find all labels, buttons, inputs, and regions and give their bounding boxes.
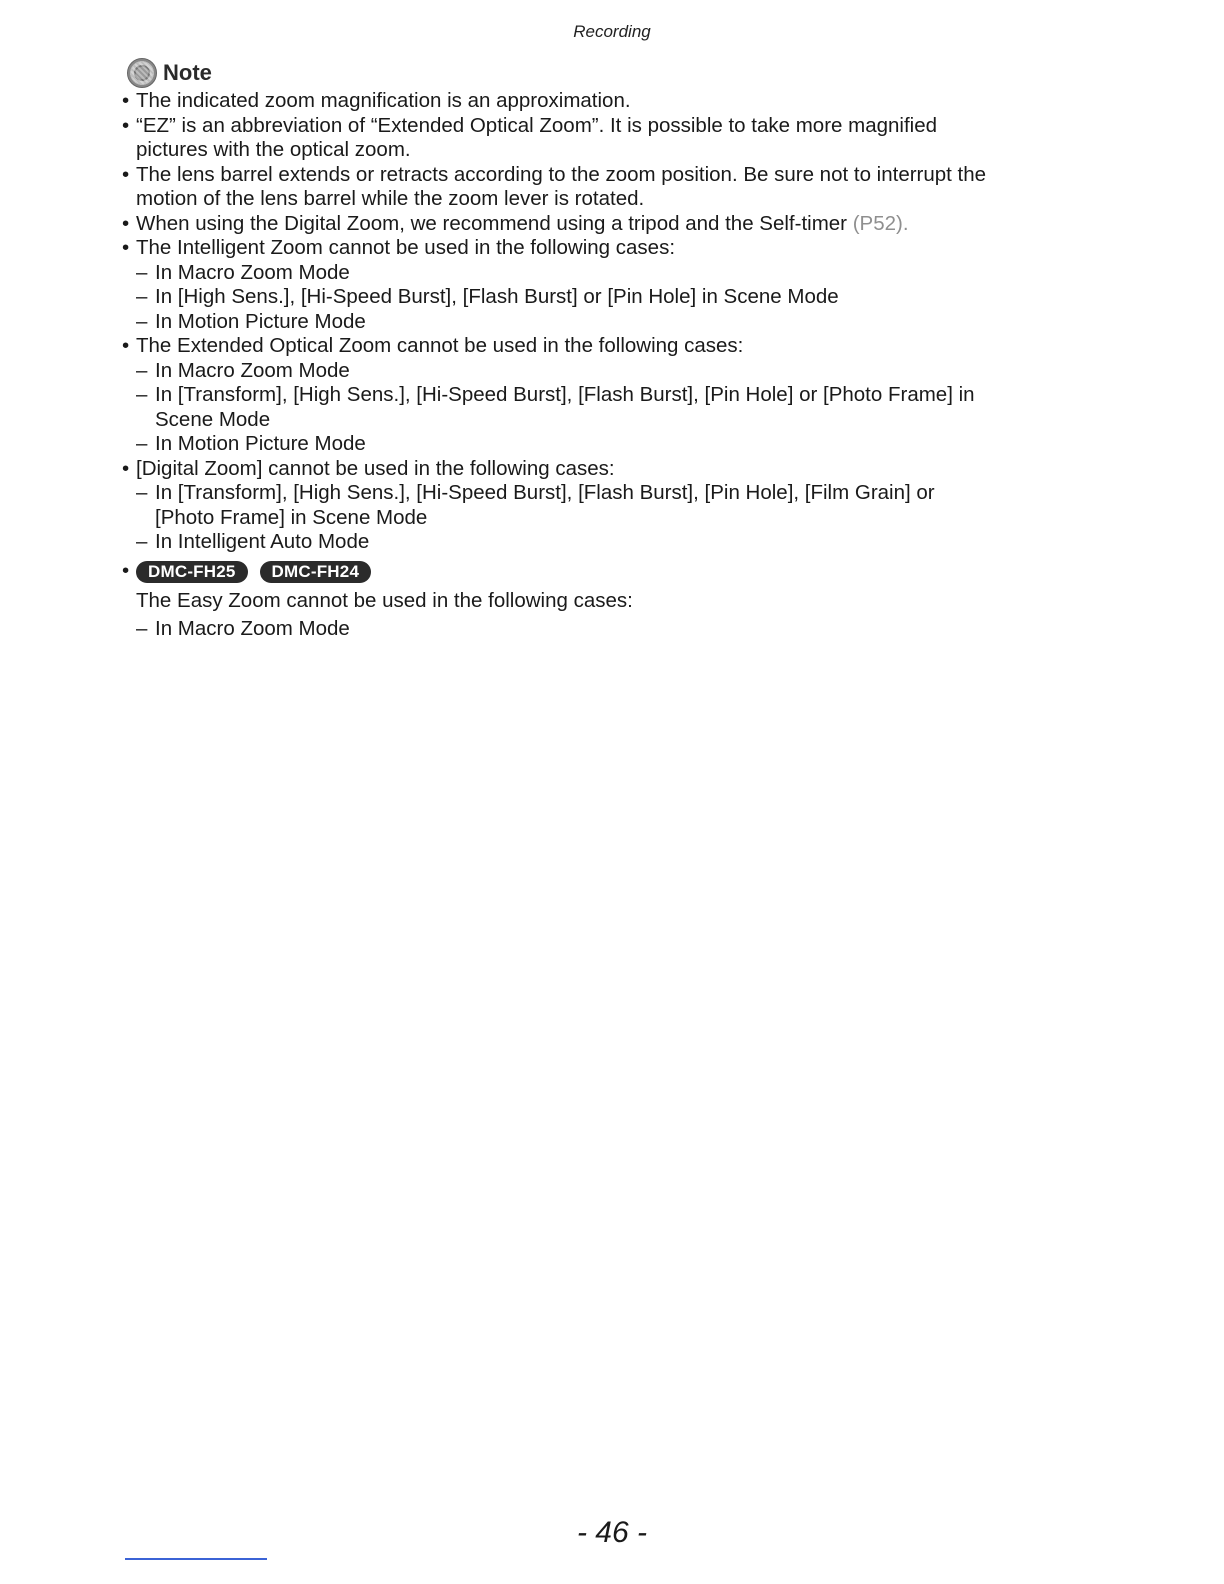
item-text-line: motion of the lens barrel while the zoom lever is rotated. xyxy=(136,187,645,210)
sub-item-text-line: [Photo Frame] in Scene Mode xyxy=(155,505,428,529)
sub-item xyxy=(122,617,1102,642)
bullet: • xyxy=(122,89,130,112)
note-item-easy-zoom: The Easy Zoom cannot be used in the following cases: xyxy=(136,588,633,612)
footer-rule xyxy=(125,1558,267,1560)
item-text-line: “EZ” is an abbreviation of “Extended Optical Zoom”. It is possible to take more magnified xyxy=(136,113,938,137)
model-badge-fh25: DMC-FH25 xyxy=(136,561,248,583)
sub-item xyxy=(122,432,1102,457)
sub-item xyxy=(122,530,1102,555)
sub-item xyxy=(122,359,1102,384)
note-item-intelligent-zoom xyxy=(122,236,1102,261)
note-item-digital-zoom-cases xyxy=(122,457,1102,482)
dash: – xyxy=(136,481,148,504)
bullet: • xyxy=(122,162,130,186)
note-item-lens-barrel xyxy=(122,163,1102,212)
bullet: • xyxy=(122,558,130,582)
sub-item-text: In Macro Zoom Mode xyxy=(155,260,350,284)
item-text: The Intelligent Zoom cannot be used in the following cases: xyxy=(136,236,676,259)
note-item-zoom-approximation xyxy=(122,89,1102,114)
note-item-ez-abbreviation xyxy=(122,114,1102,163)
note-item-extended-optical-zoom xyxy=(122,334,1102,359)
dash: – xyxy=(136,383,148,406)
sub-item xyxy=(122,310,1102,335)
item-text-line: The lens barrel extends or retracts according to the zoom position. Be sure not to interrupt the xyxy=(136,162,987,186)
model-badge-fh24: DMC-FH24 xyxy=(260,561,372,583)
dash: – xyxy=(136,432,148,455)
dash: – xyxy=(136,260,148,284)
sub-item-text: In Intelligent Auto Mode xyxy=(155,530,370,553)
item-text: [Digital Zoom] cannot be used in the following cases: xyxy=(136,456,615,480)
sub-item xyxy=(122,261,1102,286)
item-text-line: pictures with the optical zoom. xyxy=(136,138,411,161)
sub-item xyxy=(122,285,1102,310)
note-item-digital-zoom-tripod xyxy=(122,212,1102,237)
sub-item-text: In Motion Picture Mode xyxy=(155,309,366,333)
bullet: • xyxy=(122,211,130,235)
bullet: • xyxy=(122,334,130,357)
page-number: - 46 - xyxy=(576,1516,648,1549)
note-icon xyxy=(127,58,157,88)
sub-item-text-line: In [Transform], [High Sens.], [Hi-Speed Burst], [Flash Burst], [Pin Hole] or [Photo Frame] in xyxy=(155,383,975,406)
dash: – xyxy=(136,530,148,553)
dash: – xyxy=(136,309,148,333)
sub-item-text: In Macro Zoom Mode xyxy=(155,617,350,640)
sub-item-text: In Motion Picture Mode xyxy=(155,432,366,455)
sub-item xyxy=(122,481,1102,530)
dash: – xyxy=(136,285,148,308)
bullet: • xyxy=(122,456,130,480)
sub-item-text: In [High Sens.], [Hi-Speed Burst], [Flash Burst] or [Pin Hole] in Scene Mode xyxy=(155,285,839,308)
dash: – xyxy=(136,358,148,382)
item-text: The Extended Optical Zoom cannot be used in the following cases: xyxy=(136,334,744,357)
sub-item-text: In Macro Zoom Mode xyxy=(155,358,350,382)
sub-item-text-line: Scene Mode xyxy=(155,407,271,431)
bullet: • xyxy=(122,113,130,137)
dash: – xyxy=(136,617,148,640)
bullet: • xyxy=(122,236,130,259)
item-text: The indicated zoom magnification is an approximation. xyxy=(136,89,631,112)
note-heading xyxy=(127,58,212,88)
page-header-section: Recording xyxy=(573,22,651,41)
page-reference-link[interactable]: (P52). xyxy=(852,211,909,235)
sub-item-text-line: In [Transform], [High Sens.], [Hi-Speed Burst], [Flash Burst], [Pin Hole], [Film Grain] or xyxy=(155,481,935,504)
sub-item xyxy=(122,383,1102,432)
note-title: Note xyxy=(163,60,212,85)
note-item-model-badges xyxy=(122,557,1102,587)
note-content xyxy=(122,89,1102,642)
item-text: When using the Digital Zoom, we recommend using a tripod and the Self-timer xyxy=(136,211,853,235)
